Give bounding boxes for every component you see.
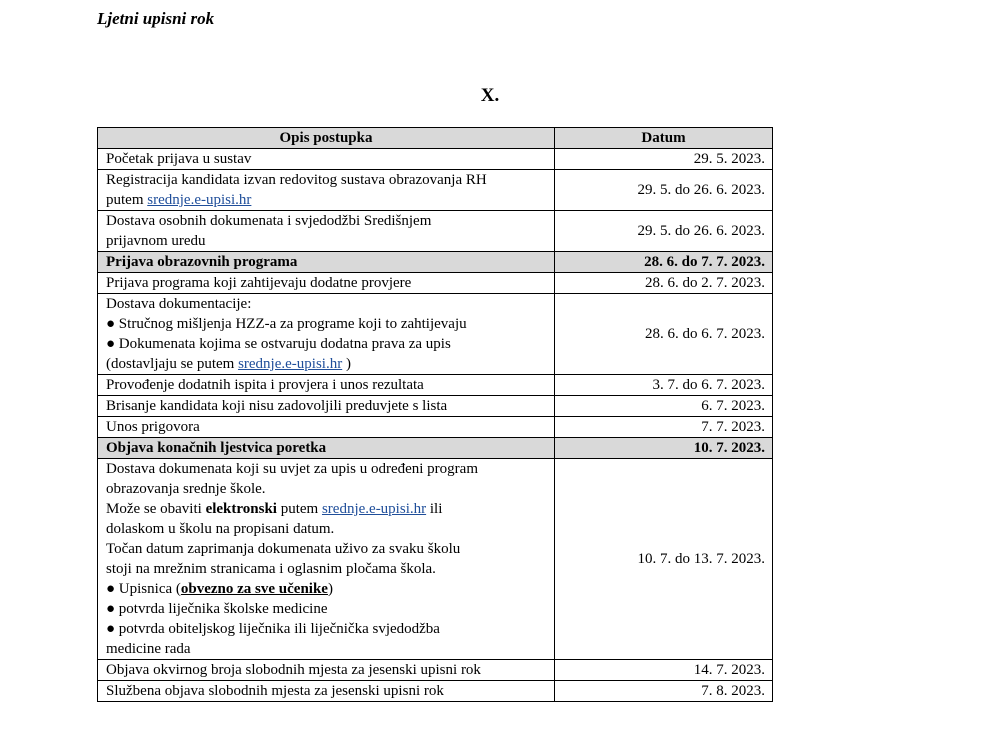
table-row (98, 375, 773, 396)
table-row (98, 459, 773, 660)
row-description (98, 294, 555, 375)
row-description: Provođenje dodatnih ispita i provjera i unos rezultata (98, 375, 555, 396)
e-upisi-link[interactable]: srednje.e-upisi.hr (147, 192, 252, 208)
description-text: Dostava dokumenata koji su uvjet za upis u određeni program (106, 461, 478, 477)
row-description: Unos prigovora (98, 417, 555, 438)
table-header-row (98, 128, 773, 149)
section-number: X. (480, 85, 500, 106)
description-text: putem (280, 501, 319, 517)
table-row (98, 660, 773, 681)
row-description (98, 459, 555, 660)
description-text: Može se obaviti (106, 501, 202, 517)
bold-text: elektronski (205, 501, 277, 517)
document-heading: Ljetni upisni rok (97, 9, 215, 28)
description-text: obrazovanja srednje škole. (106, 481, 266, 497)
row-description: Prijava programa koji zahtijevaju dodatne provjere (98, 273, 555, 294)
row-description: Početak prijava u sustav (98, 149, 555, 170)
description-text: Dostava dokumentacije: (106, 296, 252, 312)
description-text: ) (327, 581, 333, 597)
row-date: 6. 7. 2023. (555, 396, 773, 417)
row-date: 29. 5. do 26. 6. 2023. (555, 211, 773, 252)
description-text: prijavnom uredu (106, 233, 206, 249)
description-text: putem (106, 192, 144, 208)
row-description: Službena objava slobodnih mjesta za jesenski upisni rok (98, 681, 555, 702)
row-date: 28. 6. do 2. 7. 2023. (555, 273, 773, 294)
description-text: Točan datum zaprimanja dokumenata uživo za svaku školu (106, 541, 461, 557)
e-upisi-link[interactable]: srednje.e-upisi.hr (238, 356, 343, 372)
description-text: Dostava osobnih dokumenata i svjedodžbi Središnjem (106, 213, 432, 229)
row-date: 14. 7. 2023. (555, 660, 773, 681)
row-date: 29. 5. do 26. 6. 2023. (555, 170, 773, 211)
table-row (98, 149, 773, 170)
description-text: stoji na mrežnim stranicama i oglasnim pločama škola. (106, 561, 436, 577)
bullet-item: ● Upisnica ( (106, 581, 181, 597)
row-description: Objava konačnih ljestvica poretka (98, 438, 555, 459)
bullet-item: ● potvrda obiteljskog liječnika ili liječnička svjedodžba (106, 621, 440, 637)
table-row-highlight (98, 438, 773, 459)
row-date: 3. 7. do 6. 7. 2023. (555, 375, 773, 396)
description-text: dolaskom u školu na propisani datum. (106, 521, 335, 537)
bullet-item: ● Dokumenata kojima se ostvaruju dodatna prava za upis (106, 336, 451, 352)
row-date: 7. 8. 2023. (555, 681, 773, 702)
description-text: ) (345, 356, 351, 372)
table-row (98, 170, 773, 211)
table-row (98, 417, 773, 438)
row-description: Prijava obrazovnih programa (98, 252, 555, 273)
row-date: 7. 7. 2023. (555, 417, 773, 438)
mandatory-note: obvezno za sve učenike (180, 581, 328, 597)
bullet-item: ● potvrda liječnika školske medicine (106, 601, 328, 617)
table-row (98, 273, 773, 294)
table-row (98, 681, 773, 702)
table-row (98, 294, 773, 375)
description-text: Registracija kandidata izvan redovitog sustava obrazovanja RH (106, 172, 487, 188)
table-row (98, 211, 773, 252)
schedule-table (97, 127, 773, 702)
row-date: 28. 6. do 7. 7. 2023. (555, 252, 773, 273)
row-description (98, 170, 555, 211)
row-date: 29. 5. 2023. (555, 149, 773, 170)
row-date: 28. 6. do 6. 7. 2023. (555, 294, 773, 375)
table-row-highlight (98, 252, 773, 273)
description-text: (dostavljaju se putem (106, 356, 235, 372)
bullet-item: ● Stručnog mišljenja HZZ-a za programe koji to zahtijevaju (106, 316, 467, 332)
row-description (98, 211, 555, 252)
column-header-date: Datum (555, 128, 773, 149)
row-date: 10. 7. do 13. 7. 2023. (555, 459, 773, 660)
table-row (98, 396, 773, 417)
description-text: medicine rada (106, 641, 191, 657)
description-text: ili (429, 501, 443, 517)
row-description: Objava okvirnog broja slobodnih mjesta za jesenski upisni rok (98, 660, 555, 681)
row-description: Brisanje kandidata koji nisu zadovoljili preduvjete s lista (98, 396, 555, 417)
row-date: 10. 7. 2023. (555, 438, 773, 459)
e-upisi-link[interactable]: srednje.e-upisi.hr (321, 501, 427, 517)
column-header-description: Opis postupka (98, 128, 555, 149)
